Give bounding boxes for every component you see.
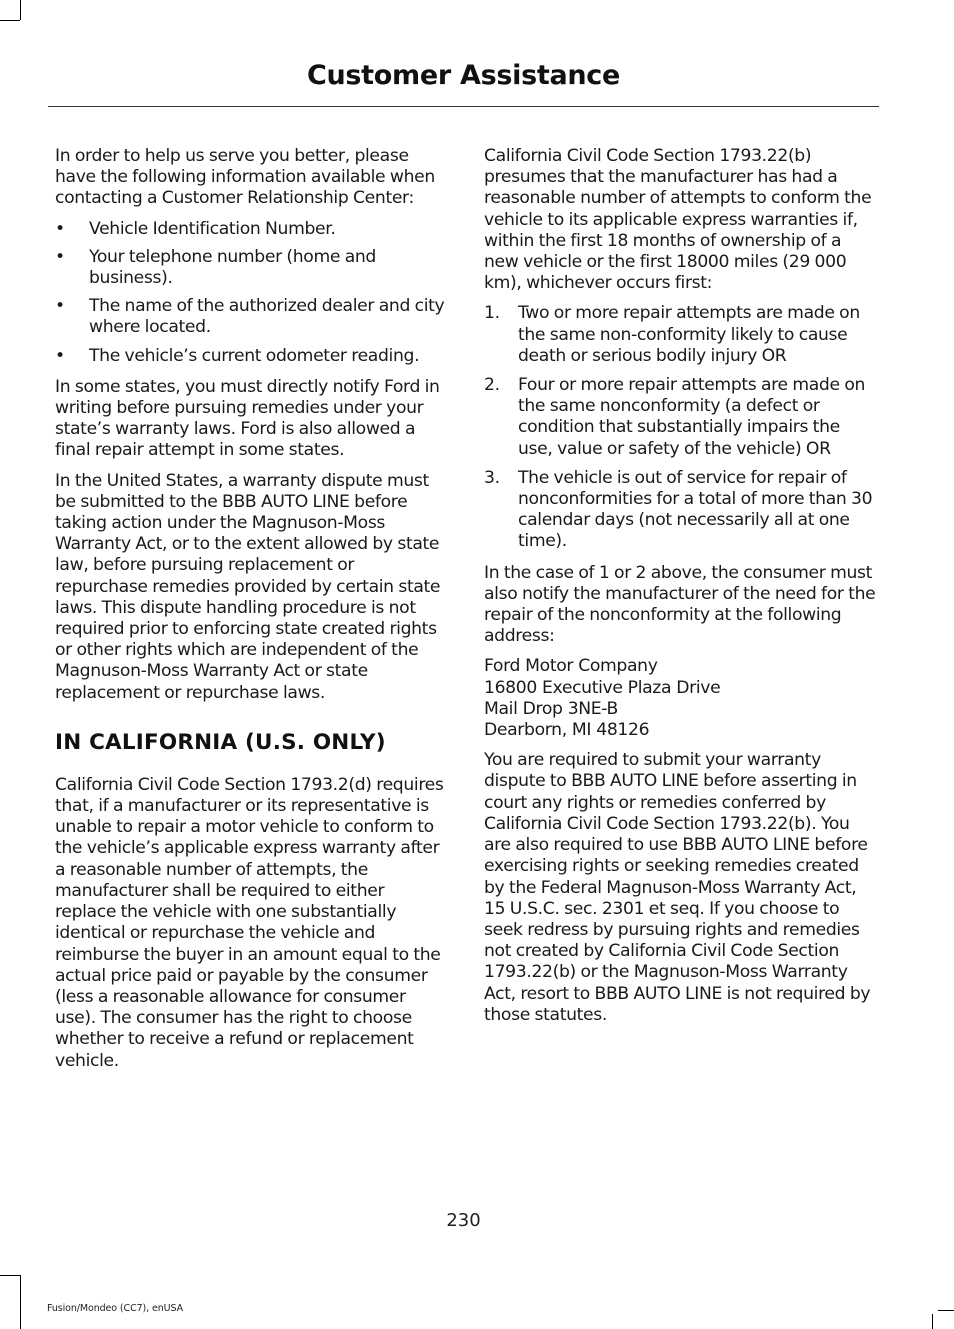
list-number: 1.: [484, 303, 500, 324]
list-item: 2. Four or more repair attempts are made on the same nonconformity (a defect or condition that substantially impairs the use, value or safety of the vehicle) OR: [484, 375, 866, 459]
address-line: 16800 Executive Plaza Drive: [484, 677, 721, 698]
notify-paragraph: In some states, you must directly notify Ford in writing before pursuing remedies under your state’s warranty laws. Ford is also allowed a final repair attempt in some states.: [55, 376, 440, 461]
right-column: [484, 146, 876, 1035]
left-column: [55, 146, 445, 1081]
intro-paragraph: In order to help us serve you better, please have the following information available when contacting a Customer Relationship Center:: [55, 146, 435, 209]
list-item: • Your telephone number (home and business).: [55, 246, 376, 289]
list-item: 3. The vehicle is out of service for repair of nonconformities for a total of more than 30 calendar days (not necessarily all at one time).: [484, 467, 873, 552]
list-number: 3.: [484, 467, 500, 488]
notify-manufacturer-paragraph: In the case of 1 or 2 above, the consumer must also notify the manufacturer of the need for the repair of the nonconformity at the following address:: [484, 562, 876, 647]
us-dispute-paragraph: In the United States, a warranty dispute must be submitted to the BBB AUTO LINE before taking action under the Magnuson-Moss Warranty Act, or to the extent allowed by state law, before pursuing replacement or repurchase remedies provided by certain state laws. This dispute handling procedure is not required prior to enforcing state created rights or other rights which are independent of the Magnuson-Moss Warranty Act or state replacement or repurchase laws.: [55, 470, 441, 703]
list-item: • The vehicle’s current odometer reading.: [55, 345, 420, 366]
presumes-paragraph: California Civil Code Section 1793.22(b) presumes that the manufacturer has had a reasonable number of attempts to conform the vehicle to its applicable express warranties if, within the first 18 months of ownership of a new vehicle or the first 18000 miles (29 000 km), whichever occurs first:: [484, 146, 872, 294]
address-line: Dearborn, MI 48126: [484, 720, 650, 741]
crop-mark-bottom-left-vertical: [20, 1275, 21, 1329]
california-code-paragraph: California Civil Code Section 1793.2(d) requires that, if a manufacturer or its representative is unable to repair a motor vehicle to conform to the vehicle’s applicable express warranty after a reasonable number of attempts, the manufacturer shall be required to either replace the vehicle with one substantially identical or repurchase the vehicle and reimburse the buyer in an amount equal to the actual price paid or payable by the consumer (less a reasonable allowance for consumer use). The consumer has the right to choose whether to receive a refund or replacement vehicle.: [55, 774, 444, 1071]
crop-mark-bottom-right-vertical-a: [932, 1314, 933, 1329]
document-id: Fusion/Mondeo (CC7), enUSA: [47, 1303, 184, 1314]
page-title: Customer Assistance: [306, 60, 621, 91]
info-bullet-list: [55, 219, 445, 367]
section-heading-california: IN CALIFORNIA (U.S. ONLY): [55, 729, 386, 755]
crop-mark-bottom-left-horizontal: [0, 1275, 20, 1276]
crop-mark-top-left-vertical: [20, 0, 21, 20]
bullet-icon: •: [55, 218, 65, 239]
ford-address: [484, 656, 876, 741]
list-item: • The name of the authorized dealer and city where located.: [55, 296, 445, 338]
list-number: 2.: [484, 375, 500, 396]
list-item: 1. Two or more repair attempts are made on the same non-conformity likely to cause death or serious bodily injury OR: [484, 303, 860, 366]
page-number: 230: [446, 1210, 481, 1231]
bbb-required-paragraph: You are required to submit your warranty dispute to BBB AUTO LINE before asserting in court any rights or remedies conferred by California Civil Code Section 1793.22(b). You are also required to use BBB AUTO LINE before exercising rights or seeking remedies created by the Federal Magnuson-Moss Warranty Act, 15 U.S.C. sec. 2301 et seq. If you choose to seek redress by pursuing rights and remedies not created by California Civil Code Section 1793.22(b) or the Magnuson-Moss Warranty Act, resort to BBB AUTO LINE is not required by those statutes.: [484, 750, 871, 1025]
bullet-icon: •: [55, 345, 65, 366]
bullet-icon: •: [55, 296, 65, 317]
repair-attempts-list: [484, 303, 876, 552]
address-line: Mail Drop 3NE-B: [484, 698, 618, 719]
crop-mark-top-left-horizontal: [0, 20, 20, 21]
crop-mark-bottom-right-horizontal: [938, 1310, 954, 1311]
bullet-icon: •: [55, 246, 65, 267]
address-line: Ford Motor Company: [484, 656, 658, 677]
list-item: • Vehicle Identification Number.: [55, 218, 336, 239]
header-divider: [48, 106, 879, 107]
